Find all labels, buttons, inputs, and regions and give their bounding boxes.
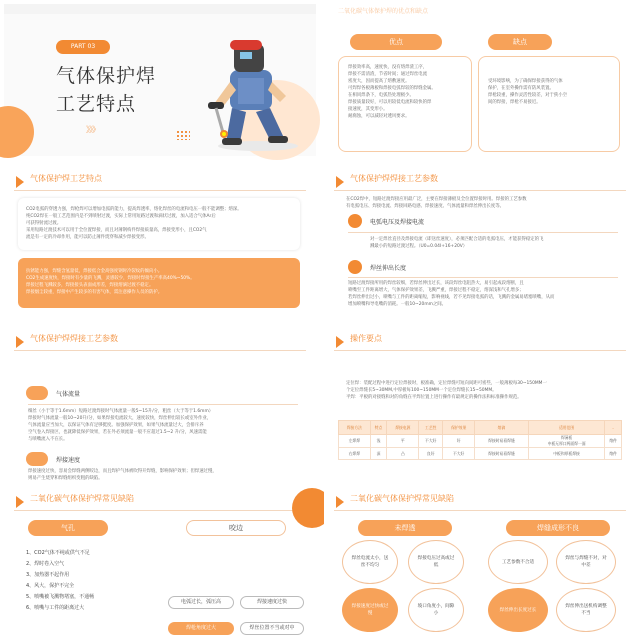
cause-bubble bbox=[408, 588, 464, 632]
pros-item: 可焊焊各板薄板和焊接电弧焊较的焊缝金属。 bbox=[348, 86, 436, 91]
bubble-line: 中差 bbox=[581, 563, 591, 568]
table-row bbox=[339, 435, 622, 448]
triangle-icon bbox=[336, 336, 344, 348]
intro-line: 定位焊：装配过程中进行定位焊接时，板准确，定位焊缝可短向间距可密些，一般薄板每30~150MM一 bbox=[346, 381, 547, 386]
table-header-row bbox=[339, 421, 622, 435]
section-divider bbox=[28, 404, 298, 405]
table-header: - bbox=[605, 421, 622, 435]
bubble-line: 工艺参数不合适 bbox=[501, 559, 535, 565]
triangle-icon bbox=[336, 496, 344, 508]
poor-bead-shape-label: 焊缝成形不良 bbox=[506, 520, 610, 536]
operation-intro bbox=[346, 380, 626, 401]
section-line: 增加喷嘴和导电嘴的消耗。一般10~20mm之间。 bbox=[348, 302, 447, 307]
cause-chip: 焊丝位置不当或对中 bbox=[240, 622, 304, 635]
params-intro bbox=[346, 196, 626, 210]
section-divider bbox=[348, 277, 618, 278]
bubble-line: 焊丝电流太小，送 bbox=[351, 556, 389, 561]
table-cell: 焊接时易看焊缝 bbox=[475, 435, 529, 448]
slide-pros-cons[interactable] bbox=[324, 4, 636, 156]
table-cell: 不大好 bbox=[419, 435, 443, 448]
list-item: 1、CO2气体不纯或供气不足 bbox=[26, 550, 90, 556]
table-header: 适用范围 bbox=[528, 421, 604, 435]
porosity-cause-list bbox=[26, 548, 94, 614]
feature-line: CO2生成速度快，焊接时有少量的飞溅，灵感较少，焊接时焊接生产率高40%~50%。 bbox=[26, 276, 195, 281]
header-divider bbox=[14, 190, 306, 191]
bubble-line: 焊接电压过高或过 bbox=[417, 556, 455, 561]
triangle-icon bbox=[16, 176, 24, 188]
feature-line: 焊接过程飞溅较多，焊接接头表面成形差，焊接熔滴过渡不稳定。 bbox=[26, 283, 154, 288]
section-title: 电弧电压及焊接电流 bbox=[370, 219, 425, 226]
section-marker-icon bbox=[26, 452, 48, 466]
cause-chip: 电弧过长，弧压高 bbox=[168, 596, 234, 609]
table-cell: 左焊焊 bbox=[339, 435, 371, 448]
table-cell: 中板和厚板焊接 bbox=[528, 448, 604, 460]
intro-line: 有电弧电压、焊接电流、焊接回路电感、焊接速度、气体流量和焊丝伸出长度等。 bbox=[346, 204, 505, 209]
slide-header: 气体保护焊焊接工艺参数 bbox=[30, 334, 118, 343]
table-cell: 浅 bbox=[370, 435, 387, 448]
feature-line: 可获得射流过渡。 bbox=[26, 221, 62, 226]
dot-grid-decoration bbox=[176, 130, 190, 140]
header-divider bbox=[334, 350, 626, 351]
section-title: 焊接速度 bbox=[56, 457, 81, 464]
bubble-line: 焊丝伸出长度过长 bbox=[499, 607, 537, 613]
list-item: 4、风大，保护不完全 bbox=[26, 583, 75, 589]
slide-defects-1[interactable] bbox=[4, 484, 316, 636]
bubble-line: 焊丝与焊缝不对，对 bbox=[565, 556, 607, 561]
welder-illustration bbox=[200, 26, 310, 152]
faded-title: 二氧化碳气体保护焊的优点和缺点 bbox=[338, 8, 429, 15]
orange-circle-decoration bbox=[0, 106, 34, 158]
undercut-label: 咬边 bbox=[186, 520, 286, 536]
section-divider bbox=[348, 232, 618, 233]
table-cell: 不大好 bbox=[443, 448, 475, 460]
feature-line: 采用短路过渡技术可以用于全位置焊接，而且对薄钢构件焊接质量高，焊接变形小，且CO2气 bbox=[26, 228, 207, 233]
cause-bubble bbox=[488, 540, 548, 584]
bubble-line: 不当 bbox=[581, 611, 591, 616]
slide-header: 气体保护焊工艺特点 bbox=[30, 174, 102, 183]
bubble-line: 丝不均匀 bbox=[360, 563, 380, 568]
bubble-line: 坡口角度小，间隙 bbox=[417, 604, 455, 609]
welding-method-table bbox=[338, 420, 622, 460]
bubble-line: 焊接速度过快或过 bbox=[351, 604, 389, 609]
intro-line: 个定位焊缝长5~30MM,中厚板每100~150MM一个定位焊缝长15~50MM。 bbox=[346, 388, 497, 393]
section-line: 与喷嘴流入不在长。 bbox=[28, 437, 68, 442]
pros-item: 焊接效率高，速度快，没有熔焊渣工序， bbox=[348, 65, 428, 70]
section-title: 气体流量 bbox=[56, 391, 81, 398]
table-cell: 熔件 bbox=[605, 435, 622, 448]
slide-defects-2[interactable] bbox=[324, 484, 636, 636]
table-header: 焊接方法 bbox=[339, 421, 371, 435]
list-item: 3、加热器不起作用 bbox=[26, 572, 70, 578]
pros-item: 耐腐蚀，可以减轻对透风要求。 bbox=[348, 114, 410, 119]
cons-item: 焊枪较重，操作灵活性较差，对于狭小空 bbox=[488, 93, 568, 98]
table-row bbox=[339, 448, 622, 460]
header-divider bbox=[14, 350, 306, 351]
top-band bbox=[4, 4, 316, 14]
feature-line: 流是有一定的冷却作用，能可以防止薄件烧穿和减少焊接变形。 bbox=[26, 235, 149, 240]
triangle-icon bbox=[16, 336, 24, 348]
chevron-icon: 》》》 bbox=[86, 125, 99, 134]
section-body bbox=[28, 408, 306, 443]
bubble-line: 慢 bbox=[367, 611, 373, 616]
bubble-line: 焊丝伸出送机构调整 bbox=[565, 604, 607, 609]
triangle-icon bbox=[16, 496, 24, 508]
cons-label: 缺点 bbox=[488, 34, 552, 50]
cons-list bbox=[488, 78, 567, 106]
feature-text bbox=[26, 206, 294, 241]
page-title bbox=[56, 62, 216, 118]
cause-bubble bbox=[342, 540, 398, 584]
header-divider bbox=[14, 510, 306, 511]
section-marker-icon bbox=[348, 214, 362, 228]
section-line: 喷嘴至工件距离增大，气体保护效果差，飞溅严重，焊接过程不稳定，熔深浅和气孔增多； bbox=[348, 288, 524, 293]
table-header: 熔滴 bbox=[475, 421, 529, 435]
intro-line: 平焊：平板的对接缝和对的角缝在平焊位置上进行操作有最规定的操作法和标准操作规范。 bbox=[346, 395, 522, 400]
list-item: 5、喷嘴被飞溅物堵塞，不通畅 bbox=[26, 594, 95, 600]
feature-text-highlight bbox=[26, 268, 294, 296]
section-line: 空气卷入焊接区，也就降低保护效果，若在外必须流量一般不应超过1.5~2 升/分，风速需能 bbox=[28, 430, 207, 435]
section-line: 则易产生烧穿和焊缝组织变粗的缺陷。 bbox=[28, 476, 103, 481]
part-badge: PART 03 bbox=[56, 40, 110, 54]
cause-bubble-highlight bbox=[488, 588, 548, 632]
pros-item: 在相同焊条下，电弧热处理极少。 bbox=[348, 93, 414, 98]
pros-item: 焊接质量较好，可以用较低电流和较快的焊 bbox=[348, 100, 432, 105]
table-cell: 焊接时易看焊缝 bbox=[475, 448, 529, 460]
table-header: 工艺性 bbox=[419, 421, 443, 435]
slide-gas-flow[interactable] bbox=[4, 324, 316, 481]
pros-item: 焊接不需清渣，节省时间；通过焊丝电流 bbox=[348, 72, 428, 77]
section-line: 对一定焊丝直径及焊接电流（即送丝速度），必须匹配合适的电弧电压，才能获得稳定的飞 bbox=[370, 237, 544, 242]
pros-item: 密度大，因而提高了熔敷速度。 bbox=[348, 79, 410, 84]
table-cell: 深 bbox=[370, 448, 387, 460]
bubble-line: 小 bbox=[433, 611, 439, 616]
list-item: 6、喷嘴与工件的距离过大 bbox=[26, 605, 85, 611]
table-cell: 良好 bbox=[419, 448, 443, 460]
cause-bubble-highlight bbox=[342, 588, 398, 632]
table-cell: 焊薄板 中板无厚口两面焊一面 bbox=[528, 435, 604, 448]
section-line: 短路过渡焊接所用的焊丝较细，若焊丝伸出过长，该段焊丝电阻热大，易引起成段熔断，且 bbox=[348, 281, 524, 286]
slide-header: 二氧化碳气体保护焊常见缺陷 bbox=[350, 494, 454, 503]
section-line: 气体流量应当加大，以保证气体有足够挺度。加强保护效果，如果气体流量过大，会排斥养 bbox=[28, 423, 204, 428]
section-line: 若焊丝伸出过小，喷嘴与工件的距离缩短，影响视线，若不见焊接电弧的话，飞溅的金属易堵塞喷嘴，从而 bbox=[348, 295, 555, 300]
header-divider bbox=[334, 190, 626, 191]
slide-process-params[interactable] bbox=[324, 164, 636, 316]
incomplete-penetration-label: 未焊透 bbox=[358, 520, 452, 536]
section-body bbox=[370, 236, 620, 250]
feature-line: CO2电弧的穿透力强，焊枪焊可以增加电弧的能力，提高焊透率，熔化焊丝的电流和电压一般不能调整；熔深。 bbox=[26, 207, 242, 212]
section-marker-icon bbox=[348, 260, 362, 274]
cause-chip: 焊接速度过快 bbox=[240, 596, 304, 609]
list-item: 2、焊时卷入空气 bbox=[26, 561, 65, 567]
section-body bbox=[348, 280, 622, 308]
intro-line: 在CO2焊中，短路过渡焊接应用最广泛，主要在焊接薄板及全位置焊接时用。焊接的工艺参数 bbox=[346, 197, 527, 202]
table-cell: 熔件 bbox=[605, 448, 622, 460]
pros-list bbox=[348, 64, 436, 120]
title-line-2: 工艺特点 bbox=[56, 93, 137, 115]
slide-header: 操作要点 bbox=[350, 334, 382, 343]
title-line-1: 气体保护焊 bbox=[56, 65, 157, 87]
cause-chip-highlight: 焊枪角度过大 bbox=[168, 622, 234, 635]
triangle-icon bbox=[336, 176, 344, 188]
cause-bubble bbox=[556, 588, 616, 632]
slide-title[interactable] bbox=[4, 4, 316, 156]
slide-operation-points[interactable] bbox=[324, 324, 636, 476]
section-marker-icon bbox=[26, 386, 48, 400]
section-title: 焊丝伸出长度 bbox=[370, 265, 407, 272]
bubble-line: 低 bbox=[433, 563, 439, 568]
feature-line: 抗锈能力强，焊缝含氢量低，焊接低合金高强度钢时冷裂纹的倾向小。 bbox=[26, 269, 163, 274]
porosity-label: 气孔 bbox=[28, 520, 108, 536]
section-body bbox=[28, 468, 306, 482]
section-line: 焊接速度过快，容易会焊缝两侧咬边，而且焊护气体被吹得开焊缝，影响保护效果；但焊速过慢， bbox=[28, 469, 217, 474]
cons-item: 保护，在室外操作需有防风装置。 bbox=[488, 86, 554, 91]
table-cell: 好 bbox=[443, 435, 475, 448]
table-cell: 平 bbox=[387, 435, 419, 448]
cause-bubble bbox=[408, 540, 464, 584]
pros-label: 优点 bbox=[350, 34, 442, 50]
slide-header: 气体保护焊焊接工艺参数 bbox=[350, 174, 438, 183]
slide-header: 二氧化碳气体保护焊常见缺陷 bbox=[30, 494, 134, 503]
section-line: 溅最小的短路过渡过程。（U0=0.04I+16+20V） bbox=[370, 244, 468, 249]
pros-item: 接速度，其变形小。 bbox=[348, 107, 388, 112]
table-cell: 凸 bbox=[387, 448, 419, 460]
header-divider bbox=[334, 510, 626, 511]
cons-item: 受环境影响，为了确保焊接获得的气体 bbox=[488, 79, 563, 84]
section-line: 细丝（小于等于1.6mm）短路过渡焊接时气体流量一般5~15升/分，粗丝（大于等于1.6mm） bbox=[28, 409, 214, 414]
feature-line: 焊接烟尘较重，焊接中产生较多的有害气体，需注意操作人员的防护。 bbox=[26, 290, 163, 295]
table-cell: 右焊焊 bbox=[339, 448, 371, 460]
slide-process-features[interactable] bbox=[4, 164, 316, 316]
feature-line: 纯CO2焊在一般工艺范围内是不到喷射过渡，实际上常用短路过渡和滴状过渡，加入适合气体Ar后 bbox=[26, 214, 216, 219]
section-line: 焊接时气体流量一般10~20升/分，如果焊接电流较大，速度较快，焊丝伸出较长或室外作业， bbox=[28, 416, 212, 421]
table-header: 特点 bbox=[370, 421, 387, 435]
cons-item: 间的焊接，焊枪不易接近。 bbox=[488, 100, 541, 105]
table-header: 焊接电源 bbox=[387, 421, 419, 435]
table-header: 保护效果 bbox=[443, 421, 475, 435]
cause-bubble bbox=[556, 540, 616, 584]
